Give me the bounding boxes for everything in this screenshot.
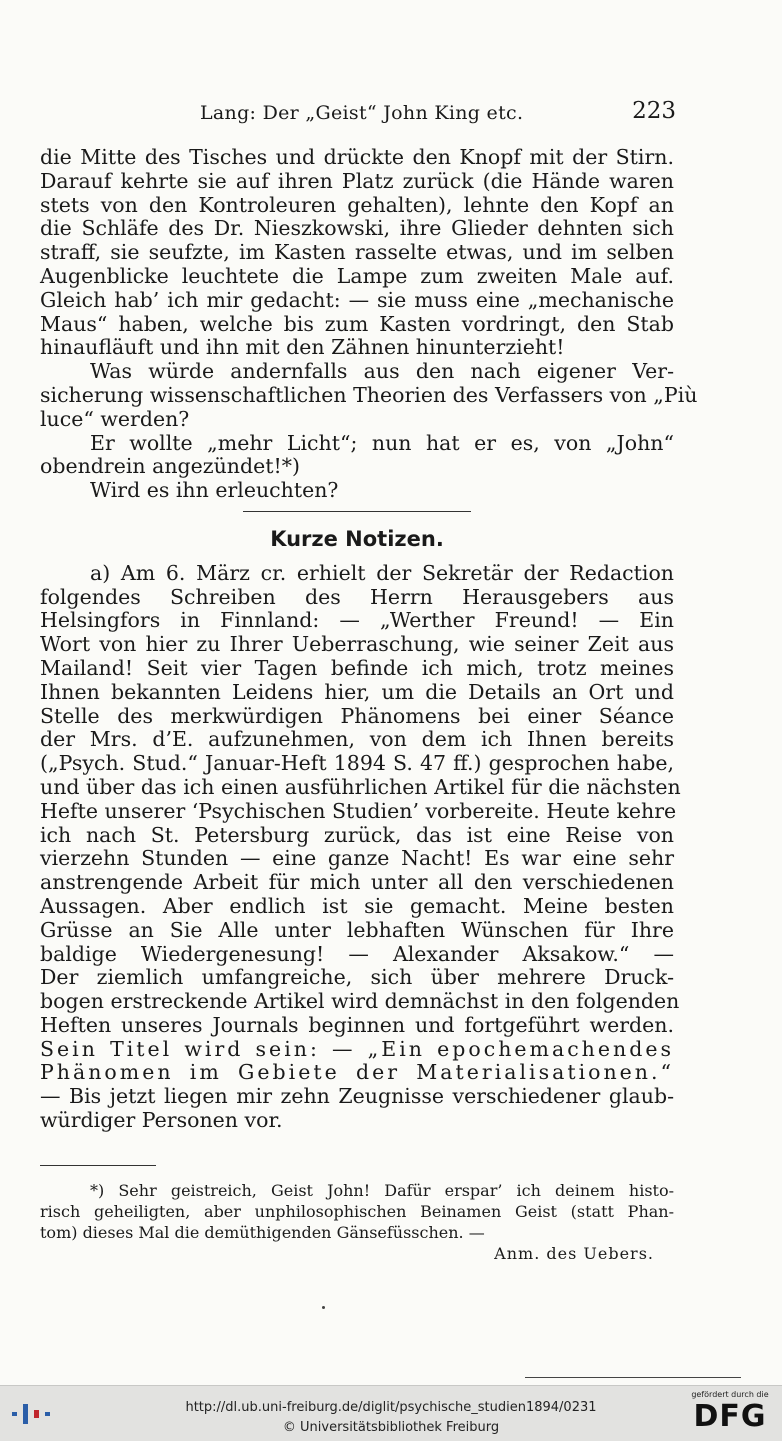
section-separator [243, 511, 471, 512]
text-line: würdiger Personen vor. [40, 1108, 283, 1133]
footnote-rule [40, 1165, 156, 1166]
page-number: 223 [632, 98, 676, 124]
text-line: Ihnen bekannten Leidens hier, um die Details an Ort und [40, 679, 674, 704]
footnote-line: risch geheiligten, aber unphilosophischen Beinamen Geist (statt Phan- [40, 1202, 674, 1221]
text-line: folgendes Schreiben des Herrn Herausgebers aus [40, 584, 674, 609]
text-line: Augenblicke leuchtete die Lampe zum zweiten Male auf. [40, 263, 674, 288]
running-title: Lang: Der „Geist“ John King etc. [200, 102, 524, 124]
text-line: Stelle des merkwürdigen Phänomens bei einer Séance [40, 703, 674, 728]
footnote-line: tom) dieses Mal die demüthigenden Gänsefüsschen. — [40, 1223, 485, 1242]
text-line: stets von den Kontroleuren gehalten), lehnte den Kopf an [40, 192, 674, 217]
text-line: Sein Titel wird sein: — „Ein epochemachendes [40, 1036, 674, 1061]
running-head [40, 98, 676, 132]
text-line: Was würde andernfalls aus den nach eigener Ver- [90, 359, 674, 384]
paragraph-2 [40, 359, 698, 431]
text-line: sicherung wissenschaftlichen Theorien des Verfassers von „Più [40, 382, 698, 407]
copyright-notice: © Universitätsbibliothek Freiburg [282, 1420, 500, 1435]
source-url-link[interactable]: http://dl.ub.uni-freiburg.de/diglit/psychische_studien1894/0231 [185, 1400, 597, 1415]
viewer-footer [0, 1385, 782, 1441]
text-line: Aussagen. Aber endlich ist sie gemacht. Meine besten [40, 893, 674, 918]
dfg-logo[interactable] [688, 1390, 772, 1438]
paragraph-3 [40, 432, 674, 480]
text-line: anstrengende Arbeit für mich unter all den verschiedenen [40, 870, 674, 895]
footnote-attribution: Anm. des Uebers. [494, 1244, 654, 1263]
text-line: luce“ werden? [40, 406, 190, 431]
dfg-mark: DFG [693, 1399, 767, 1434]
text-line: Phänomen im Gebiete der Materialisationen.“ [40, 1060, 674, 1085]
text-line: Maus“ haben, welche bis zum Kasten vordringt, den Stab [40, 311, 674, 336]
paragraph-1 [40, 146, 674, 360]
text-line: Helsingfors in Finnland: — „Werther Freund! — Ein [40, 608, 674, 633]
text-line: die Mitte des Tisches und drückte den Knopf mit der Stirn. [40, 145, 674, 169]
text-line: Gleich hab’ ich mir gedacht: — sie muss eine „mechanische [40, 287, 674, 312]
dfg-caption: gefördert durch die [691, 1390, 769, 1399]
print-speck [322, 1306, 325, 1309]
body-text [40, 145, 698, 1133]
text-line: Wird es ihn erleuchten? [90, 478, 339, 503]
text-line: Der ziemlich umfangreiche, sich über mehrere Druck- [40, 965, 674, 990]
text-line: die Schläfe des Dr. Nieszkowski, ihre Glieder dehnten sich [40, 216, 674, 241]
text-line: Hefte unserer ‘Psychischen Studien’ vorbereite. Heute kehre [40, 798, 677, 823]
text-line: obendrein angezündet!*) [40, 454, 300, 479]
text-line: a) Am 6. März cr. erhielt der Sekretär der Redaction [90, 560, 674, 585]
paragraph-4 [40, 479, 674, 503]
text-line: — Bis jetzt liegen mir zehn Zeugnisse verschiedener glaub- [40, 1084, 674, 1109]
footnote-line: *) Sehr geistreich, Geist John! Dafür erspar’ ich deinem histo- [90, 1181, 674, 1200]
footnote [40, 1180, 674, 1264]
text-line: hinaufläuft und ihn mit den Zähnen hinunterzieht! [40, 335, 565, 360]
text-line: Grüsse an Sie Alle unter lebhaften Wünschen für Ihre [40, 917, 674, 942]
text-line: straff, sie seufzte, im Kasten rasselte etwas, und im selben [40, 240, 674, 265]
text-line: baldige Wiedergenesung! — Alexander Aksakow.“ — [40, 941, 674, 966]
text-line: Wort von hier zu Ihrer Ueberraschung, wie seiner Zeit aus [40, 632, 674, 657]
text-line: vierzehn Stunden — eine ganze Nacht! Es war eine sehr [40, 846, 674, 871]
text-line: Darauf kehrte sie auf ihren Platz zurück (die Hände waren [40, 168, 674, 193]
text-line: Er wollte „mehr Licht“; nun hat er es, von „John“ [90, 430, 674, 455]
text-line: Mailand! Seit vier Tagen befinde ich mich, trotz meines [40, 655, 674, 680]
text-line: bogen erstreckende Artikel wird demnächst in den folgenden [40, 989, 680, 1014]
section-heading: Kurze Notizen. [270, 526, 444, 551]
text-line: („Psych. Stud.“ Januar-Heft 1894 S. 47 ff.) gesprochen habe, [40, 751, 674, 776]
text-line: ich nach St. Petersburg zurück, das ist eine Reise von [40, 822, 674, 847]
paragraph-5 [40, 560, 681, 1133]
text-line: der Mrs. d’E. aufzunehmen, von dem ich Ihnen bereits [40, 727, 674, 752]
bottom-rule [525, 1377, 741, 1378]
text-line: Heften unseres Journals beginnen und fortgeführt werden. [40, 1012, 674, 1037]
text-line: und über das ich einen ausführlichen Artikel für die nächsten [40, 774, 681, 799]
